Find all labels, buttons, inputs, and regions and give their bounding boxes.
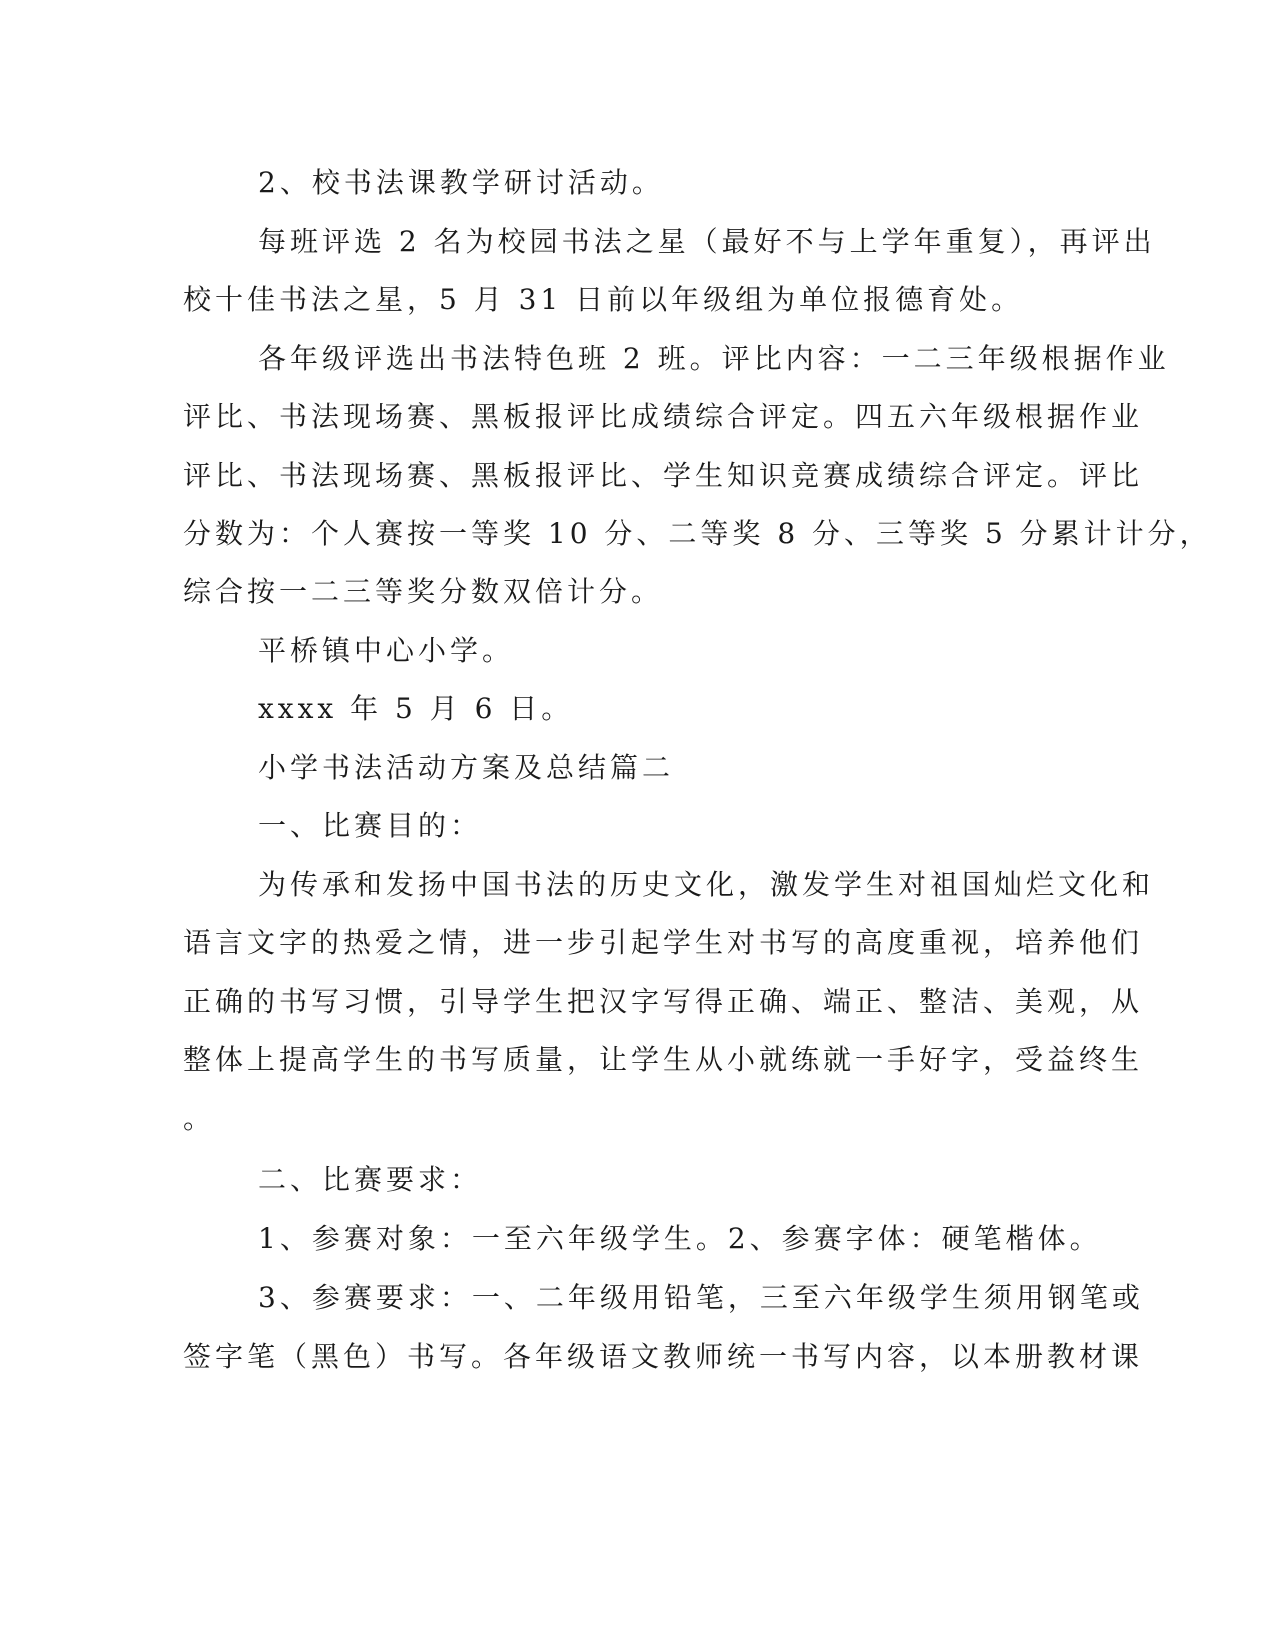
section-heading: 二、比赛要求： [258,1163,483,1196]
paragraph-line: 1、参赛对象：一至六年级学生。2、参赛字体：硬笔楷体。 [258,1222,1102,1255]
paragraph-line: 整体上提高学生的书写质量，让学生从小就练就一手好字，受益终生 [183,1043,1144,1076]
section-title: 小学书法活动方案及总结篇二 [258,751,675,784]
paragraph-line: 每班评选 2 名为校园书法之星（最好不与上学年重复），再评出 [258,225,1156,258]
paragraph-line: 3、参赛要求：一、二年级用铅笔，三至六年级学生须用钢笔或 [258,1281,1144,1314]
section-heading: 一、比赛目的： [258,809,483,842]
paragraph-line: 分数为：个人赛按一等奖 10 分、二等奖 8 分、三等奖 5 分累计计分， [183,517,1212,550]
paragraph-line: 评比、书法现场赛、黑板报评比成绩综合评定。四五六年级根据作业 [183,400,1144,433]
paragraph-line: 各年级评选出书法特色班 2 班。评比内容：一二三年级根据作业 [258,342,1170,375]
paragraph-line: 2、校书法课教学研讨活动。 [258,166,664,199]
date-line: xxxx 年 5 月 6 日。 [258,692,574,725]
paragraph-line: 校十佳书法之星，5 月 31 日前以年级组为单位报德育处。 [183,283,1024,316]
signature-line: 平桥镇中心小学。 [258,634,515,667]
paragraph-line: 语言文字的热爱之情，进一步引起学生对书写的高度重视，培养他们 [183,926,1144,959]
paragraph-line: 签字笔（黑色）书写。各年级语文教师统一书写内容，以本册教材课 [183,1340,1144,1373]
paragraph-line: 正确的书写习惯，引导学生把汉字写得正确、端正、整洁、美观，从 [183,985,1144,1018]
paragraph-line: 评比、书法现场赛、黑板报评比、学生知识竞赛成绩综合评定。评比 [183,459,1144,492]
paragraph-line: 。 [183,1102,216,1135]
paragraph-line: 为传承和发扬中国书法的历史文化，激发学生对祖国灿烂文化和 [258,868,1155,901]
paragraph-line: 综合按一二三等奖分数双倍计分。 [183,575,664,608]
